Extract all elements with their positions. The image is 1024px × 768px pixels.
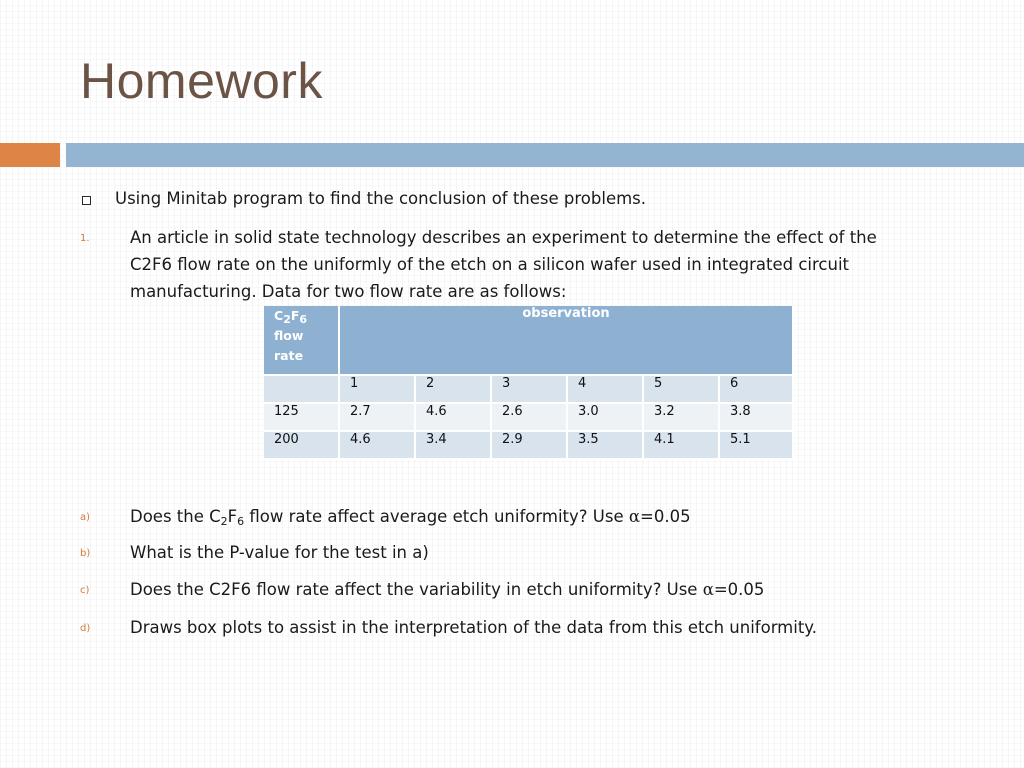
problem-1-text <box>130 224 1010 305</box>
table-cell: 4.6 <box>416 404 492 432</box>
table-cell: 4.1 <box>644 432 720 460</box>
table-cell <box>264 376 340 404</box>
table-cell: 4.6 <box>340 432 416 460</box>
accent-bar-orange <box>0 143 60 167</box>
table-cell: 3.4 <box>416 432 492 460</box>
table-cell: 2.9 <box>492 432 568 460</box>
intro-text: Using Minitab program to find the conclusion of these problems. <box>115 189 647 208</box>
question-a-text: Does the $C_2F_6$ flow rate affect average etch uniformity? Use α=0.05 <box>130 507 691 528</box>
list-marker-d: d) <box>80 623 91 634</box>
question-d-text: Draws box plots to assist in the interpretation of the data from this etch uniformity. <box>130 618 817 637</box>
table-cell: 125 <box>264 404 340 432</box>
header-observation: observation <box>340 306 794 376</box>
table-cell: 5.1 <box>720 432 794 460</box>
table-row <box>264 432 794 460</box>
table-cell: 2 <box>416 376 492 404</box>
problem-1-line-3: manufacturing. Data for two flow rate are as follows: <box>130 282 567 301</box>
slide-title: Homework <box>80 53 323 109</box>
table-cell: 1 <box>340 376 416 404</box>
table-row <box>264 376 794 404</box>
question-c-text: Does the C2F6 flow rate affect the variability in etch uniformity? Use α=0.05 <box>130 580 765 599</box>
table-cell: 5 <box>644 376 720 404</box>
flow-rate-table <box>264 306 794 460</box>
list-marker-c: c) <box>80 585 90 596</box>
list-marker-a: a) <box>80 512 91 523</box>
table-cell: 3 <box>492 376 568 404</box>
table-cell: 3.2 <box>644 404 720 432</box>
table-cell: 4 <box>568 376 644 404</box>
table-cell: 3.0 <box>568 404 644 432</box>
list-marker-1: 1. <box>80 233 90 244</box>
table-cell: 3.5 <box>568 432 644 460</box>
header-flow-rate: $C_2F_6$ flow rate <box>264 306 340 376</box>
table-cell: 6 <box>720 376 794 404</box>
table-cell: 200 <box>264 432 340 460</box>
problem-1-line-1: An article in solid state technology describes an experiment to determine the effect of the <box>130 228 877 247</box>
list-marker-b: b) <box>80 548 91 559</box>
table-cell: 2.6 <box>492 404 568 432</box>
table-row <box>264 404 794 432</box>
table-cell: 3.8 <box>720 404 794 432</box>
question-b-text: What is the P-value for the test in a) <box>130 543 429 562</box>
accent-bar-blue <box>66 143 1024 167</box>
table-header-row <box>264 306 794 376</box>
table-cell: 2.7 <box>340 404 416 432</box>
problem-1-line-2: C2F6 flow rate on the uniformly of the etch on a silicon wafer used in integrated circuit <box>130 255 849 274</box>
checkbox-bullet-icon <box>82 196 91 205</box>
